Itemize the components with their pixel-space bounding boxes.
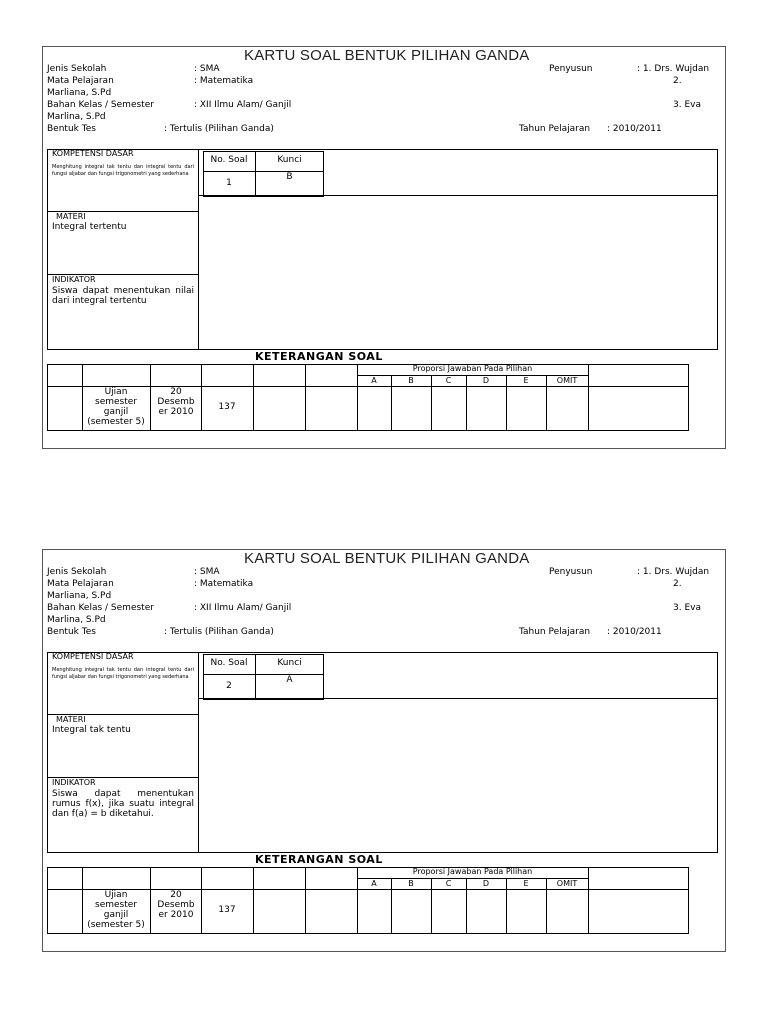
value-penyusun-3-name: Marlina, S.Pd [47, 112, 106, 122]
option-e: E [523, 879, 529, 888]
option-omit: OMIT [556, 879, 578, 888]
question-card-2 [42, 549, 726, 952]
no-soal-value: 2 [226, 681, 232, 691]
indikator-heading: INDIKATOR [52, 778, 96, 787]
label-jenis-sekolah: Jenis Sekolah [47, 64, 107, 74]
value-mata-pelajaran: : Matematika [194, 579, 254, 589]
option-e: E [523, 376, 529, 385]
value-penyusun-3: 3. Eva [673, 100, 701, 110]
label-bahan-kelas: Bahan Kelas / Semester [47, 100, 154, 110]
materi-text: Integral tak tentu [52, 725, 131, 735]
value-mata-pelajaran: : Matematika [194, 76, 254, 86]
jumlah-peserta: 137 [218, 905, 236, 915]
value-penyusun-2-name: Marliana, S.Pd [47, 591, 112, 601]
kunci-label: Kunci [277, 155, 302, 165]
kunci-value: A [286, 675, 293, 685]
no-soal-label: No. Soal [210, 155, 248, 165]
question-frame [47, 149, 718, 350]
label-jenis-sekolah: Jenis Sekolah [47, 567, 107, 577]
label-mata-pelajaran: Mata Pelajaran [47, 76, 114, 86]
value-tahun-pelajaran: : 2010/2011 [607, 124, 662, 134]
option-omit: OMIT [556, 376, 578, 385]
label-penyusun: Penyusun [549, 567, 593, 577]
keterangan-heading: KETERANGAN SOAL [255, 350, 383, 363]
option-c: C [445, 879, 452, 888]
value-penyusun-2: 2. [673, 579, 682, 589]
label-tahun-pelajaran: Tahun Pelajaran [519, 627, 591, 637]
label-tahun-pelajaran: Tahun Pelajaran [519, 124, 591, 134]
value-jenis-sekolah: : SMA [194, 64, 220, 74]
value-penyusun-1: : 1. Drs. Wujdan [637, 64, 710, 74]
label-penyusun: Penyusun [549, 64, 593, 74]
option-a: A [371, 879, 377, 888]
proporsi-label: Proporsi Jawaban Pada Pilihan [412, 867, 533, 876]
value-penyusun-1: : 1. Drs. Wujdan [637, 567, 710, 577]
card-title: KARTU SOAL BENTUK PILIHAN GANDA [244, 47, 530, 64]
question-card-1 [42, 46, 726, 449]
kompetensi-text: Menghitung integral tak tentu dan integral tentu dari fungsi aljabar dan fungsi trigonometri yang sederhana [52, 667, 194, 680]
value-penyusun-2-name: Marliana, S.Pd [47, 88, 112, 98]
value-bahan-kelas: : XII Ilmu Alam/ Ganjil [194, 100, 292, 110]
value-bentuk-tes: : Tertulis (Pilihan Ganda) [164, 124, 274, 134]
label-bahan-kelas: Bahan Kelas / Semester [47, 603, 154, 613]
kompetensi-text: Menghitung integral tak tentu dan integral tentu dari fungsi aljabar dan fungsi trigonometri yang sederhana [52, 164, 194, 177]
option-b: B [408, 376, 414, 385]
label-bentuk-tes: Bentuk Tes [47, 124, 96, 134]
value-penyusun-2: 2. [673, 76, 682, 86]
materi-heading: MATERI [56, 212, 86, 221]
jumlah-peserta: 137 [218, 402, 236, 412]
indikator-text: Siswa dapat menentukan rumus f(x), jika suatu integral dan f(a) = b diketahui. [52, 789, 194, 819]
materi-heading: MATERI [56, 715, 86, 724]
value-penyusun-3-name: Marlina, S.Pd [47, 615, 106, 625]
tanggal-text: 20 Desemb er 2010 [157, 890, 195, 920]
question-frame [47, 652, 718, 853]
ujian-text: Ujian semester ganjil (semester 5) [87, 387, 145, 427]
tanggal-text: 20 Desemb er 2010 [157, 387, 195, 417]
label-bentuk-tes: Bentuk Tes [47, 627, 96, 637]
kunci-value: B [286, 172, 293, 182]
label-mata-pelajaran: Mata Pelajaran [47, 579, 114, 589]
value-bentuk-tes: : Tertulis (Pilihan Ganda) [164, 627, 274, 637]
ujian-text: Ujian semester ganjil (semester 5) [87, 890, 145, 930]
value-jenis-sekolah: : SMA [194, 567, 220, 577]
option-d: D [482, 879, 490, 888]
option-b: B [408, 879, 414, 888]
option-a: A [371, 376, 377, 385]
kompetensi-heading: KOMPETENSI DASAR [52, 652, 134, 661]
keterangan-heading: KETERANGAN SOAL [255, 853, 383, 866]
value-bahan-kelas: : XII Ilmu Alam/ Ganjil [194, 603, 292, 613]
no-soal-label: No. Soal [210, 658, 248, 668]
option-c: C [445, 376, 452, 385]
indikator-heading: INDIKATOR [52, 275, 96, 284]
card-title: KARTU SOAL BENTUK PILIHAN GANDA [244, 550, 530, 567]
materi-text: Integral tertentu [52, 222, 127, 232]
kunci-label: Kunci [277, 658, 302, 668]
proporsi-label: Proporsi Jawaban Pada Pilihan [412, 364, 533, 373]
value-penyusun-3: 3. Eva [673, 603, 701, 613]
kompetensi-heading: KOMPETENSI DASAR [52, 149, 134, 158]
no-soal-value: 1 [226, 178, 232, 188]
value-tahun-pelajaran: : 2010/2011 [607, 627, 662, 637]
option-d: D [482, 376, 490, 385]
indikator-text: Siswa dapat menentukan nilai dari integral tertentu [52, 286, 194, 306]
